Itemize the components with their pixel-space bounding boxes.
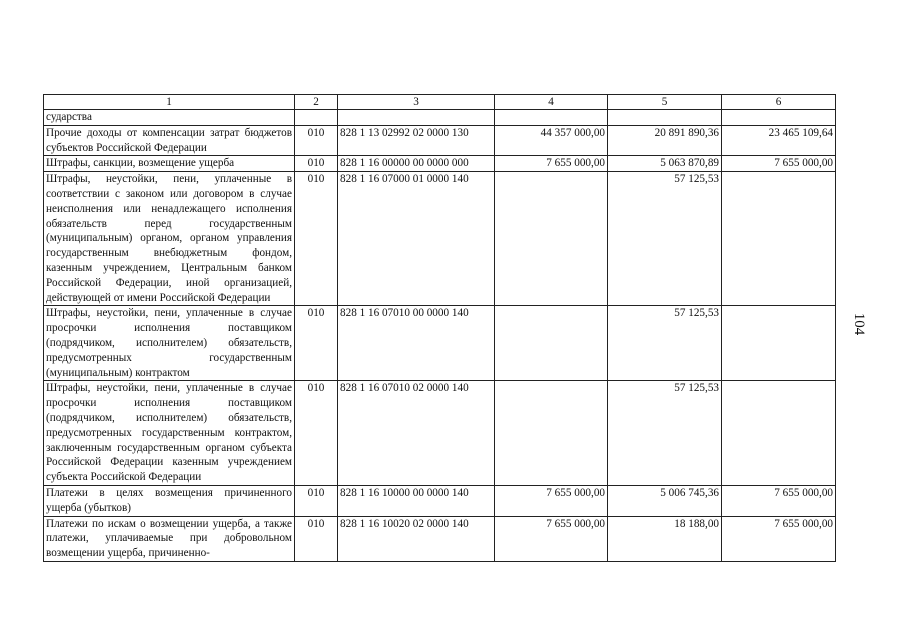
header-cell: 5: [608, 95, 722, 110]
header-cell: 3: [338, 95, 495, 110]
row-kbk: 828 1 16 07000 01 0000 140: [338, 172, 495, 306]
row-code: [295, 110, 338, 126]
row-name: Штрафы, неустойки, пени, уплаченные в случае просрочки исполнения поставщиком (подрядчиком, исполнителем) обязательств, предусмотренных государственным контрактом, заключенным государственным органом субъекта Российской Федерации казенным учреждением субъекта Российской Федерации: [44, 381, 295, 486]
row-plan: [495, 381, 608, 486]
table-row: [44, 125, 836, 156]
row-name: Штрафы, неустойки, пени, уплаченные в случае просрочки исполнения поставщиком (подрядчиком, исполнителем) обязательств, предусмотренных государственным (муниципальным) контрактом: [44, 306, 295, 381]
row-fact: 57 125,53: [608, 381, 722, 486]
page-number: 104: [851, 312, 867, 336]
row-code: 010: [295, 516, 338, 561]
row-name: сударства: [44, 110, 295, 126]
row-name: Штрафы, санкции, возмещение ущерба: [44, 156, 295, 172]
row-plan: 7 655 000,00: [495, 485, 608, 516]
row-name: Платежи в целях возмещения причиненного ущерба (убытков): [44, 485, 295, 516]
row-fact: [608, 110, 722, 126]
row-kbk: [338, 110, 495, 126]
row-name: Прочие доходы от компенсации затрат бюджетов субъектов Российской Федерации: [44, 125, 295, 156]
row-fact: 5 006 745,36: [608, 485, 722, 516]
row-fact: 57 125,53: [608, 172, 722, 306]
row-col6: [722, 381, 836, 486]
row-code: 010: [295, 381, 338, 486]
row-plan: 7 655 000,00: [495, 516, 608, 561]
row-fact: 5 063 870,89: [608, 156, 722, 172]
row-code: 010: [295, 306, 338, 381]
row-code: 010: [295, 156, 338, 172]
header-cell: 2: [295, 95, 338, 110]
row-name: Штрафы, неустойки, пени, уплаченные в соответствии с законом или договором в случае неисполнения или ненадлежащего исполнения обязательств перед государственным (муниципальным) органом, органом управления государственным внебюджетным фондом, казенным учреждением, Центральным банком Российской Федерации, иной организацией, действующей от имени Российской Федерации: [44, 172, 295, 306]
row-plan: 44 357 000,00: [495, 125, 608, 156]
row-kbk: 828 1 16 10000 00 0000 140: [338, 485, 495, 516]
row-col6: 7 655 000,00: [722, 516, 836, 561]
header-cell: 4: [495, 95, 608, 110]
table-row: [44, 306, 836, 381]
row-col6: [722, 172, 836, 306]
row-kbk: 828 1 13 02992 02 0000 130: [338, 125, 495, 156]
row-fact: 18 188,00: [608, 516, 722, 561]
row-col6: [722, 306, 836, 381]
header-cell: 1: [44, 95, 295, 110]
row-kbk: 828 1 16 10020 02 0000 140: [338, 516, 495, 561]
row-kbk: 828 1 16 07010 02 0000 140: [338, 381, 495, 486]
row-col6: 7 655 000,00: [722, 485, 836, 516]
table-row: [44, 381, 836, 486]
row-col6: [722, 110, 836, 126]
row-plan: 7 655 000,00: [495, 156, 608, 172]
table-row: [44, 156, 836, 172]
row-plan: [495, 110, 608, 126]
row-name: Платежи по искам о возмещении ущерба, а также платежи, уплачиваемые при добровольном возмещении ущерба, причиненно-: [44, 516, 295, 561]
table-row: [44, 516, 836, 561]
row-fact: 20 891 890,36: [608, 125, 722, 156]
row-code: 010: [295, 125, 338, 156]
header-cell: 6: [722, 95, 836, 110]
table-row: [44, 172, 836, 306]
row-col6: 23 465 109,64: [722, 125, 836, 156]
row-plan: [495, 172, 608, 306]
table-row: [44, 485, 836, 516]
row-kbk: 828 1 16 07010 00 0000 140: [338, 306, 495, 381]
budget-table: [43, 94, 836, 562]
row-code: 010: [295, 485, 338, 516]
row-plan: [495, 306, 608, 381]
row-code: 010: [295, 172, 338, 306]
table-header-row: [44, 95, 836, 110]
row-kbk: 828 1 16 00000 00 0000 000: [338, 156, 495, 172]
table-row: [44, 110, 836, 126]
row-fact: 57 125,53: [608, 306, 722, 381]
row-col6: 7 655 000,00: [722, 156, 836, 172]
